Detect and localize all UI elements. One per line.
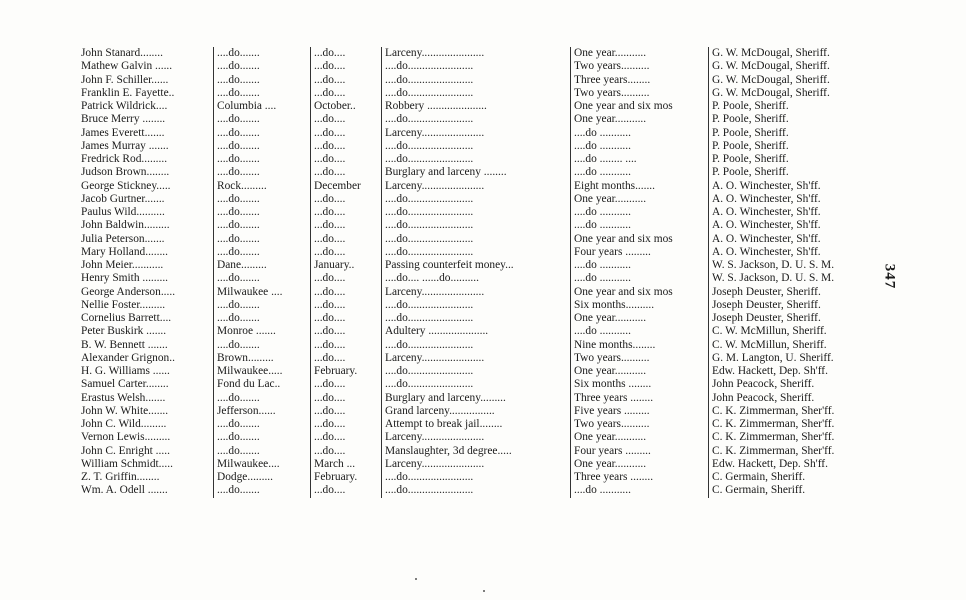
committing-officer-cell: C. K. Zimmerman, Sher'ff. [709,405,863,418]
prisoner-name-cell: Mary Holland........ [81,245,168,258]
sentence-term-cell: One year........... [571,431,709,444]
table-row [78,113,862,126]
month-cell: October.. [311,100,382,113]
sentence-term-cell: Two years.......... [571,87,709,100]
sentence-term-cell: Three years ........ [571,471,709,484]
sentence-term-cell: ....do ........... [571,127,709,140]
crime-cell: Grand larceny................ [382,405,571,418]
committing-officer-cell: P. Poole, Sheriff. [709,100,863,113]
month-cell: ...do.... [311,47,382,60]
county-cell: ....do....... [214,299,311,312]
prisoner-name-cell: John Baldwin......... [81,219,170,232]
table-row [78,471,862,484]
committing-officer-cell: C. Germain, Sheriff. [709,471,863,484]
prisoner-name-cell: Vernon Lewis......... [81,431,171,444]
table-row [78,246,862,259]
county-cell: Dodge......... [214,471,311,484]
committing-officer-cell: P. Poole, Sheriff. [709,113,863,126]
prisoner-name-cell: Judson Brown........ [81,166,170,179]
table-row [78,153,862,166]
table-row [78,378,862,391]
month-cell: ...do.... [311,193,382,206]
committing-officer-cell: P. Poole, Sheriff. [709,166,863,179]
committing-officer-cell: Joseph Deuster, Sheriff. [709,286,863,299]
sentence-term-cell: One year and six mos [571,233,709,246]
committing-officer-cell: A. O. Winchester, Sh'ff. [709,246,863,259]
table-row [78,484,862,497]
month-cell: ...do.... [311,378,382,391]
crime-cell: Larceny...................... [382,180,571,193]
crime-cell: ....do....................... [382,206,571,219]
county-cell: Milwaukee .... [214,286,311,299]
crime-cell: ....do....................... [382,365,571,378]
county-cell: ....do....... [214,312,311,325]
crime-cell: Adultery ..................... [382,325,571,338]
table-row [78,352,862,365]
sentence-term-cell: Five years ......... [571,405,709,418]
county-cell: ....do....... [214,484,311,497]
table-row [78,312,862,325]
table-row [78,47,862,60]
crime-cell: Attempt to break jail........ [382,418,571,431]
county-cell: ....do....... [214,445,311,458]
county-cell: ....do....... [214,219,311,232]
county-cell: Columbia .... [214,100,311,113]
county-cell: ....do....... [214,47,311,60]
prisoner-name-cell: Franklin E. Fayette.. [81,86,175,99]
crime-cell: Manslaughter, 3d degree..... [382,445,571,458]
sentence-term-cell: One year........... [571,312,709,325]
prisoner-name-cell: Cornelius Barrett.... [81,312,172,324]
crime-cell: Larceny...................... [382,458,571,471]
prisoner-name-cell: William Schmidt..... [81,457,173,470]
table-row [78,127,862,140]
crime-cell: ....do....................... [382,60,571,73]
crime-cell: Larceny...................... [382,47,571,60]
crime-cell: ....do.... ......do.......... [382,272,571,285]
county-cell: Brown......... [214,352,311,365]
crime-cell: ....do....................... [382,219,571,232]
month-cell: ...do.... [311,286,382,299]
county-cell: ....do....... [214,206,311,219]
crime-cell: Larceny...................... [382,352,571,365]
register-body [78,47,862,498]
month-cell: ...do.... [311,74,382,87]
table-row [78,60,862,73]
crime-cell: ....do....................... [382,299,571,312]
county-cell: ....do....... [214,392,311,405]
month-cell: ...do.... [311,246,382,259]
month-cell: ...do.... [311,418,382,431]
month-cell: ...do.... [311,140,382,153]
crime-cell: ....do....................... [382,193,571,206]
sentence-term-cell: One year and six mos [571,100,709,113]
county-cell: ....do....... [214,339,311,352]
county-cell: ....do....... [214,272,311,285]
month-cell: ...do.... [311,484,382,497]
prisoner-name-cell: John Stanard........ [81,47,163,59]
sentence-term-cell: One year........... [571,365,709,378]
prisoner-name-cell: H. G. Williams ...... [81,365,170,377]
sentence-term-cell: ....do ........... [571,484,709,497]
county-cell: ....do....... [214,431,311,444]
month-cell: December [311,180,382,193]
committing-officer-cell: C. W. McMillun, Sheriff. [709,325,863,338]
county-cell: Milwaukee..... [214,365,311,378]
committing-officer-cell: C. W. McMillun, Sheriff. [709,339,863,352]
month-cell: January.. [311,259,382,272]
prisoner-name-cell: George Anderson..... [81,285,176,298]
crime-cell: ....do....................... [382,153,571,166]
month-cell: ...do.... [311,113,382,126]
convict-register-table [78,47,862,498]
sentence-term-cell: Two years.......... [571,60,709,73]
committing-officer-cell: P. Poole, Sheriff. [709,127,863,140]
committing-officer-cell: John Peacock, Sheriff. [709,378,863,391]
county-cell: ....do....... [214,60,311,73]
month-cell: ...do.... [311,272,382,285]
county-cell: ....do....... [214,140,311,153]
crime-cell: ....do....................... [382,246,571,259]
crime-cell: Larceny...................... [382,431,571,444]
table-row [78,140,862,153]
sentence-term-cell: ....do ........... [571,219,709,232]
crime-cell: ....do....................... [382,113,571,126]
crime-cell: Larceny...................... [382,286,571,299]
month-cell: ...do.... [311,166,382,179]
sentence-term-cell: Four years ......... [571,445,709,458]
sentence-term-cell: ....do ........... [571,259,709,272]
table-row [78,325,862,338]
table-row [78,100,862,113]
month-cell: ...do.... [311,431,382,444]
table-row [78,180,862,193]
table-row [78,392,862,405]
committing-officer-cell: Edw. Hackett, Dep. Sh'ff. [709,458,863,471]
committing-officer-cell: C. K. Zimmerman, Sher'ff. [709,418,863,431]
month-cell: ...do.... [311,233,382,246]
prisoner-name-cell: Z. T. Griffin........ [81,471,160,483]
crime-cell: ....do....................... [382,339,571,352]
county-cell: ....do....... [214,166,311,179]
county-cell: ....do....... [214,418,311,431]
table-row [78,233,862,246]
prisoner-name-cell: B. W. Bennett ....... [81,338,168,351]
committing-officer-cell: Joseph Deuster, Sheriff. [709,299,863,312]
table-row [78,405,862,418]
crime-cell: Robbery ..................... [382,100,571,113]
table-row [78,458,862,471]
table-row [78,166,862,179]
crime-cell: ....do....................... [382,140,571,153]
prisoner-name-cell: Bruce Merry ........ [81,113,166,126]
committing-officer-cell: Edw. Hackett, Dep. Sh'ff. [709,365,863,378]
sentence-term-cell: Three years........ [571,74,709,87]
sentence-term-cell: One year........... [571,458,709,471]
crime-cell: ....do....................... [382,471,571,484]
committing-officer-cell: C. Germain, Sheriff. [709,484,863,497]
sentence-term-cell: ....do ........... [571,166,709,179]
crime-cell: ....do....................... [382,87,571,100]
prisoner-name-cell: Jacob Gurtner....... [81,192,165,205]
committing-officer-cell: A. O. Winchester, Sh'ff. [709,180,863,193]
month-cell: ...do.... [311,392,382,405]
month-cell: ...do.... [311,153,382,166]
crime-cell: Burglary and larceny......... [382,392,571,405]
committing-officer-cell: W. S. Jackson, D. U. S. M. [709,272,863,285]
month-cell: ...do.... [311,206,382,219]
county-cell: ....do....... [214,246,311,259]
county-cell: ....do....... [214,74,311,87]
committing-officer-cell: A. O. Winchester, Sh'ff. [709,219,863,232]
committing-officer-cell: A. O. Winchester, Sh'ff. [709,206,863,219]
table-row [78,445,862,458]
county-cell: ....do....... [214,127,311,140]
county-cell: Rock......... [214,180,311,193]
sentence-term-cell: Two years.......... [571,418,709,431]
sentence-term-cell: One year........... [571,47,709,60]
print-speck [483,590,485,592]
month-cell: February. [311,365,382,378]
sentence-term-cell: Six months ........ [571,378,709,391]
sentence-term-cell: ....do ........... [571,206,709,219]
prisoner-name-cell: Fredrick Rod......... [81,153,168,165]
table-row [78,339,862,352]
prisoner-name-cell: Julia Peterson....... [81,232,165,245]
month-cell: ...do.... [311,219,382,232]
prisoner-name-cell: Nellie Foster......... [81,298,166,311]
committing-officer-cell: G. W. McDougal, Sheriff. [709,74,863,87]
table-row [78,286,862,299]
county-cell: ....do....... [214,233,311,246]
crime-cell: ....do....................... [382,312,571,325]
prisoner-name-cell: John Meier........... [81,259,164,271]
prisoner-name-cell: Mathew Galvin ...... [81,60,173,73]
crime-cell: ....do....................... [382,484,571,497]
crime-cell: ....do....................... [382,74,571,87]
sentence-term-cell: Two years.......... [571,352,709,365]
table-row [78,87,862,100]
month-cell: ...do.... [311,60,382,73]
county-cell: Jefferson...... [214,405,311,418]
prisoner-name-cell: John C. Enright ..... [81,444,170,457]
month-cell: ...do.... [311,312,382,325]
prisoner-name-cell: John F. Schiller...... [81,73,169,86]
crime-cell: ....do....................... [382,378,571,391]
committing-officer-cell: G. W. McDougal, Sheriff. [709,47,863,60]
table-row [78,299,862,312]
month-cell: ...do.... [311,325,382,338]
prisoner-name-cell: Erastus Welsh....... [81,391,166,404]
county-cell: Milwaukee.... [214,458,311,471]
prisoner-name-cell: Alexander Grignon.. [81,351,175,364]
county-cell: ....do....... [214,153,311,166]
county-cell: ....do....... [214,87,311,100]
month-cell: ...do.... [311,299,382,312]
committing-officer-cell: Joseph Deuster, Sheriff. [709,312,863,325]
sentence-term-cell: ....do ........... [571,272,709,285]
month-cell: ...do.... [311,405,382,418]
county-cell: ....do....... [214,193,311,206]
committing-officer-cell: W. S. Jackson, D. U. S. M. [709,259,863,272]
crime-cell: Passing counterfeit money... [382,259,571,272]
crime-cell: Burglary and larceny ........ [382,166,571,179]
prisoner-name-cell: John C. Wild......... [81,418,167,430]
prisoner-name-cell: John W. White....... [81,404,169,417]
county-cell: Monroe ....... [214,325,311,338]
prisoner-name-cell: Paulus Wild.......... [81,206,165,218]
month-cell: ...do.... [311,352,382,365]
committing-officer-cell: C. K. Zimmerman, Sher'ff. [709,445,863,458]
month-cell: ...do.... [311,87,382,100]
county-cell: ....do....... [214,113,311,126]
table-row [78,74,862,87]
table-row [78,219,862,232]
sentence-term-cell: Four years ......... [571,246,709,259]
table-row [78,431,862,444]
sentence-term-cell: Nine months........ [571,339,709,352]
committing-officer-cell: G. M. Langton, U. Sheriff. [709,352,863,365]
month-cell: ...do.... [311,339,382,352]
committing-officer-cell: G. W. McDougal, Sheriff. [709,60,863,73]
prisoner-name-cell: Patrick Wildrick.... [81,100,168,112]
sentence-term-cell: ....do ........ .... [571,153,709,166]
sentence-term-cell: ....do ........... [571,140,709,153]
committing-officer-cell: P. Poole, Sheriff. [709,153,863,166]
prisoner-name-cell: Peter Buskirk ....... [81,325,167,338]
table-row [78,272,862,285]
table-row [78,193,862,206]
page-number: 347 [881,263,898,290]
sentence-term-cell: One year........... [571,113,709,126]
committing-officer-cell: A. O. Winchester, Sh'ff. [709,233,863,246]
committing-officer-cell: John Peacock, Sheriff. [709,392,863,405]
crime-cell: ....do....................... [382,233,571,246]
month-cell: ...do.... [311,445,382,458]
sentence-term-cell: ....do ........... [571,325,709,338]
prisoner-name-cell: George Stickney..... [81,179,171,192]
print-speck [415,578,417,580]
sentence-term-cell: One year........... [571,193,709,206]
committing-officer-cell: P. Poole, Sheriff. [709,140,863,153]
prisoner-name-cell: James Murray ....... [81,139,169,152]
prisoner-name-cell: Henry Smith ......... [81,272,169,285]
table-row [78,259,862,272]
county-cell: Fond du Lac.. [214,378,311,391]
month-cell: March ... [311,458,382,471]
sentence-term-cell: Six months.......... [571,299,709,312]
crime-cell: Larceny...................... [382,127,571,140]
sentence-term-cell: Three years ........ [571,392,709,405]
prisoner-name-cell: James Everett....... [81,126,165,139]
committing-officer-cell: C. K. Zimmerman, Sher'ff. [709,431,863,444]
month-cell: February. [311,471,382,484]
sentence-term-cell: Eight months....... [571,180,709,193]
county-cell: Dane......... [214,259,311,272]
table-row [78,418,862,431]
prisoner-name-cell: Wm. A. Odell ....... [81,484,168,497]
committing-officer-cell: G. W. McDougal, Sheriff. [709,87,863,100]
month-cell: ...do.... [311,127,382,140]
table-row [78,206,862,219]
table-row [78,365,862,378]
sentence-term-cell: One year and six mos [571,286,709,299]
prisoner-name-cell: Samuel Carter........ [81,378,169,391]
committing-officer-cell: A. O. Winchester, Sh'ff. [709,193,863,206]
